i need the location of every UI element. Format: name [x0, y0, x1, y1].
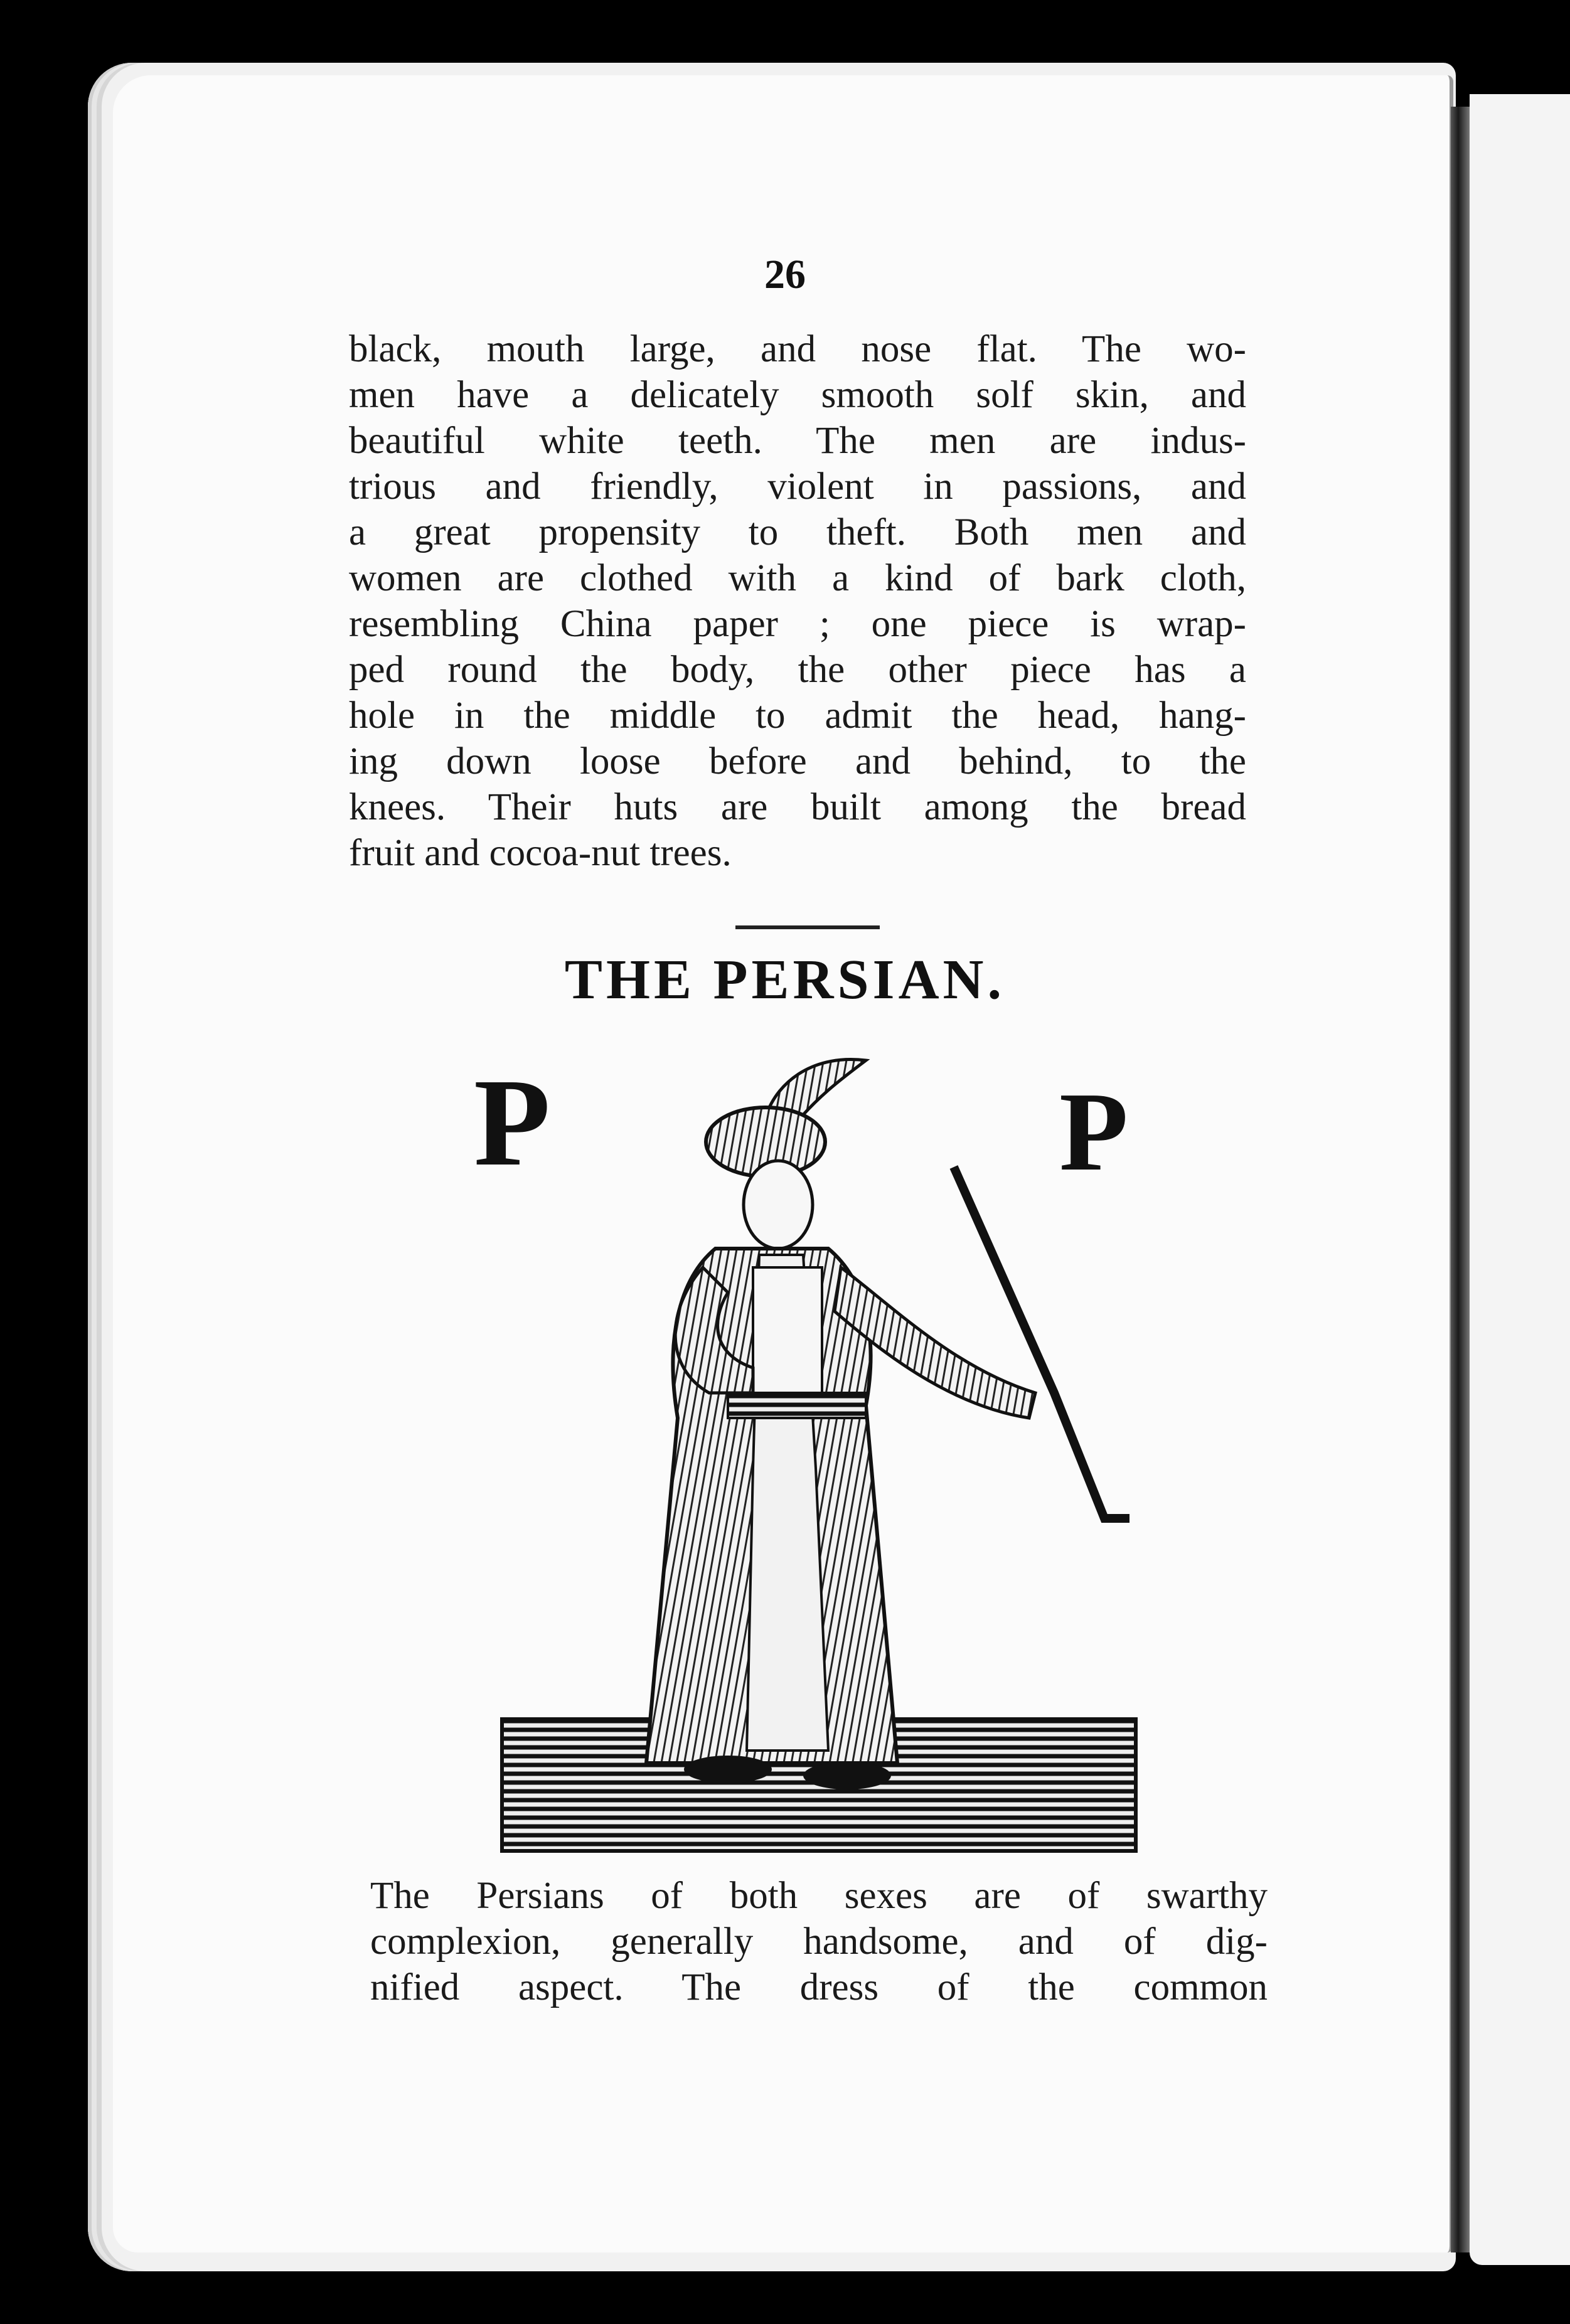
text-line: knees. Their huts are built among the bread: [349, 786, 1246, 828]
persian-woodcut-illustration: [489, 1042, 1148, 1857]
text-line: men have a delicately smooth solf skin, and: [349, 374, 1246, 416]
text-line: resembling China paper ; one piece is wrap-: [349, 603, 1246, 645]
text-line: a great propensity to theft. Both men and: [349, 511, 1246, 553]
text-line: trious and friendly, violent in passions, and: [349, 466, 1246, 508]
text-line: black, mouth large, and nose flat. The wo-: [349, 328, 1246, 370]
text-line: The Persians of both sexes are of swarthy: [370, 1875, 1268, 1917]
text-line: complexion, generally handsome, and of dig-: [370, 1921, 1268, 1963]
shoe: [803, 1762, 891, 1789]
text-line: ped round the body, the other piece has a: [349, 649, 1246, 691]
book-gutter: [1451, 107, 1470, 2252]
text-line: hole in the middle to admit the head, hang-: [349, 695, 1246, 737]
shoe: [684, 1756, 772, 1783]
sash: [728, 1393, 866, 1418]
right-page-edge: [1470, 94, 1570, 2265]
text-line: fruit and cocoa-nut trees.: [349, 832, 732, 874]
text-line: women are clothed with a kind of bark cloth,: [349, 557, 1246, 599]
pipe: [954, 1167, 1129, 1518]
face: [744, 1161, 813, 1249]
initial-letter-right: P: [1059, 1069, 1128, 1194]
section-divider: [735, 925, 880, 929]
initial-letter-left: P: [474, 1053, 551, 1192]
text-line: nified aspect. The dress of the common: [370, 1966, 1268, 2008]
text-line: beautiful white teeth. The men are indus-: [349, 420, 1246, 462]
page-number: 26: [764, 252, 806, 297]
text-line: ing down loose before and behind, to the: [349, 740, 1246, 782]
top-paragraph: [349, 326, 1246, 876]
section-title: THE PERSIAN.: [564, 949, 1006, 1011]
bottom-paragraph: [370, 1873, 1268, 2010]
